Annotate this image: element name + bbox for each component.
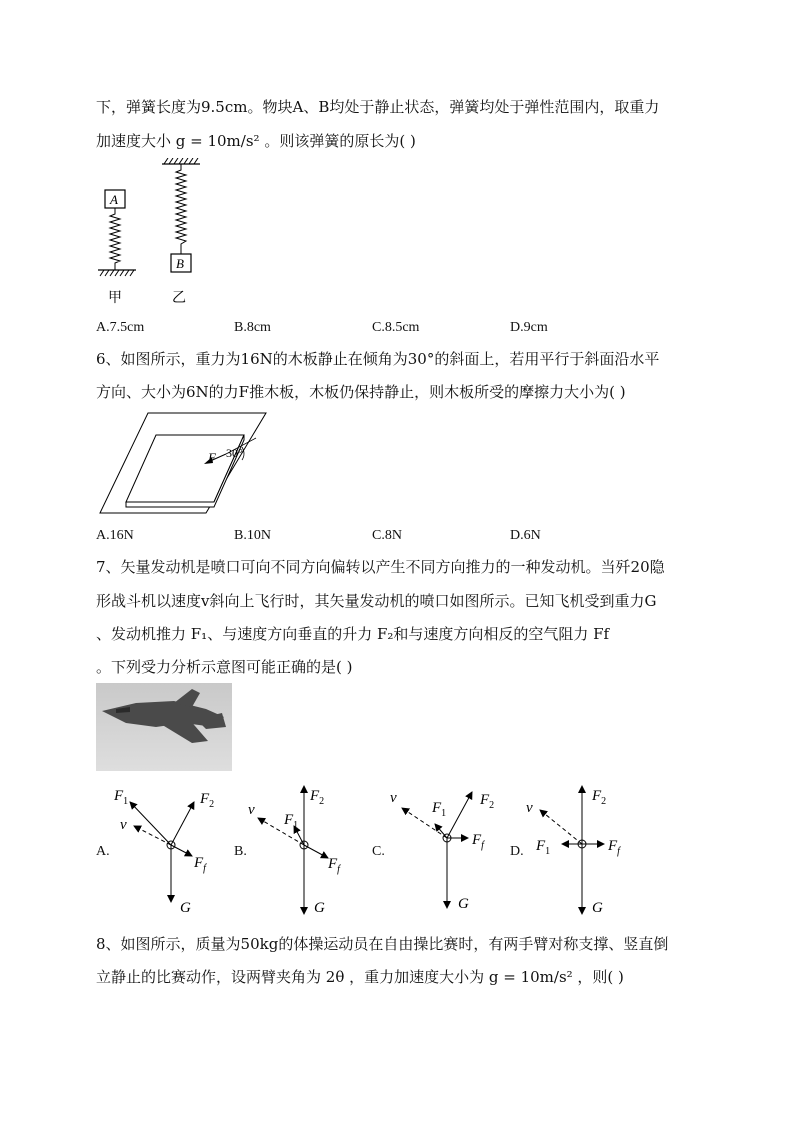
ceiling-hatch: [164, 158, 198, 164]
fighter-jet-photo: [96, 683, 232, 771]
label-f1: $F_1$: [536, 838, 551, 857]
label-ff: $F_f$: [608, 838, 620, 857]
q6-option-d[interactable]: D.6N: [510, 528, 541, 543]
q6-option-c[interactable]: C.8N: [372, 528, 402, 543]
block-b-label: B: [176, 256, 184, 271]
q8-text-line-2: 立静止的比赛动作，设两臂夹角为 2θ ，重力加速度大小为 g = 10m/s² ，则( ): [96, 968, 624, 986]
spring-jia: [110, 208, 120, 270]
label-g: G: [458, 896, 469, 912]
diagram-a: [113, 788, 214, 916]
q7-option-d[interactable]: D.: [510, 844, 524, 859]
label-g: G: [314, 900, 325, 916]
caption-jia: 甲: [108, 291, 122, 306]
q5-option-b[interactable]: B.8cm: [234, 320, 271, 335]
q5-option-d[interactable]: D.9cm: [510, 320, 548, 335]
label-f1: $F_1$: [284, 812, 299, 831]
label-f1: $F_1$: [114, 788, 129, 807]
label-f2: $F_2$: [592, 788, 607, 807]
label-f2: $F_2$: [200, 791, 215, 810]
q7-option-b[interactable]: B.: [234, 844, 247, 859]
q7-text-line-4: 。下列受力分析示意图可能正确的是( ): [96, 658, 353, 676]
force-diagrams: [108, 782, 668, 918]
label-f2: $F_2$: [480, 792, 495, 811]
q6-incline-figure: [96, 410, 276, 520]
label-g: G: [592, 900, 603, 916]
caption-yi: 乙: [172, 291, 186, 306]
label-ff: $F_f$: [472, 832, 484, 851]
label-f2: $F_2$: [310, 788, 325, 807]
q7-option-c[interactable]: C.: [372, 844, 385, 859]
diagram-b: [248, 786, 341, 916]
diagram-c: [390, 790, 494, 912]
q7-text-line-3: 、发动机推力 F₁、与速度方向垂直的升力 F₂和与速度方向相反的空气阻力 Ff: [96, 625, 610, 643]
q7-text-line-1: 7、矢量发动机是喷口可向不同方向偏转以产生不同方向推力的一种发动机。当歼20隐: [96, 558, 665, 576]
q6-text-line-2: 方向、大小为6N的力F推木板，木板仍保持静止，则木板所受的摩擦力大小为( ): [96, 383, 626, 401]
q7-text-line-2: 形战斗机以速度v斜向上飞行时，其矢量发动机的喷口如图所示。已知飞机受到重力G: [96, 592, 657, 610]
label-v: v: [390, 790, 397, 806]
force-label: F: [208, 450, 216, 465]
label-g: G: [180, 900, 191, 916]
block-a-label: A: [110, 192, 118, 207]
q8-text-line-1: 8、如图所示，质量为50kg的体操运动员在自由操比赛时，有两手臂对称支撑、竖直倒: [96, 935, 669, 953]
q5-spring-figure: [92, 158, 212, 308]
q5-option-a[interactable]: A.7.5cm: [96, 320, 145, 335]
label-f1: $F_1$: [432, 800, 447, 819]
q6-text-line-1: 6、如图所示，重力为16N的木板静止在倾角为30°的斜面上，若用平行于斜面沿水平: [96, 350, 660, 368]
q5-text-line-2: 加速度大小 g = 10m/s² 。则该弹簧的原长为( ): [96, 132, 416, 150]
label-v: v: [526, 800, 533, 816]
q5-option-c[interactable]: C.8.5cm: [372, 320, 420, 335]
q6-option-a[interactable]: A.16N: [96, 528, 134, 543]
label-ff: $F_f$: [328, 856, 340, 875]
spring-yi: [176, 164, 186, 254]
q5-text-line-1: 下，弹簧长度为9.5cm。物块A、B均处于静止状态，弹簧均处于弹性范围内，取重力: [96, 98, 660, 116]
label-v: v: [120, 817, 127, 833]
angle-label: 30°: [226, 446, 243, 460]
label-v: v: [248, 802, 255, 818]
q7-option-a[interactable]: A.: [96, 844, 110, 859]
q6-option-b[interactable]: B.10N: [234, 528, 271, 543]
diagram-d: [526, 786, 621, 916]
label-ff: $F_f$: [194, 855, 206, 874]
ground-hatch: [100, 270, 134, 276]
